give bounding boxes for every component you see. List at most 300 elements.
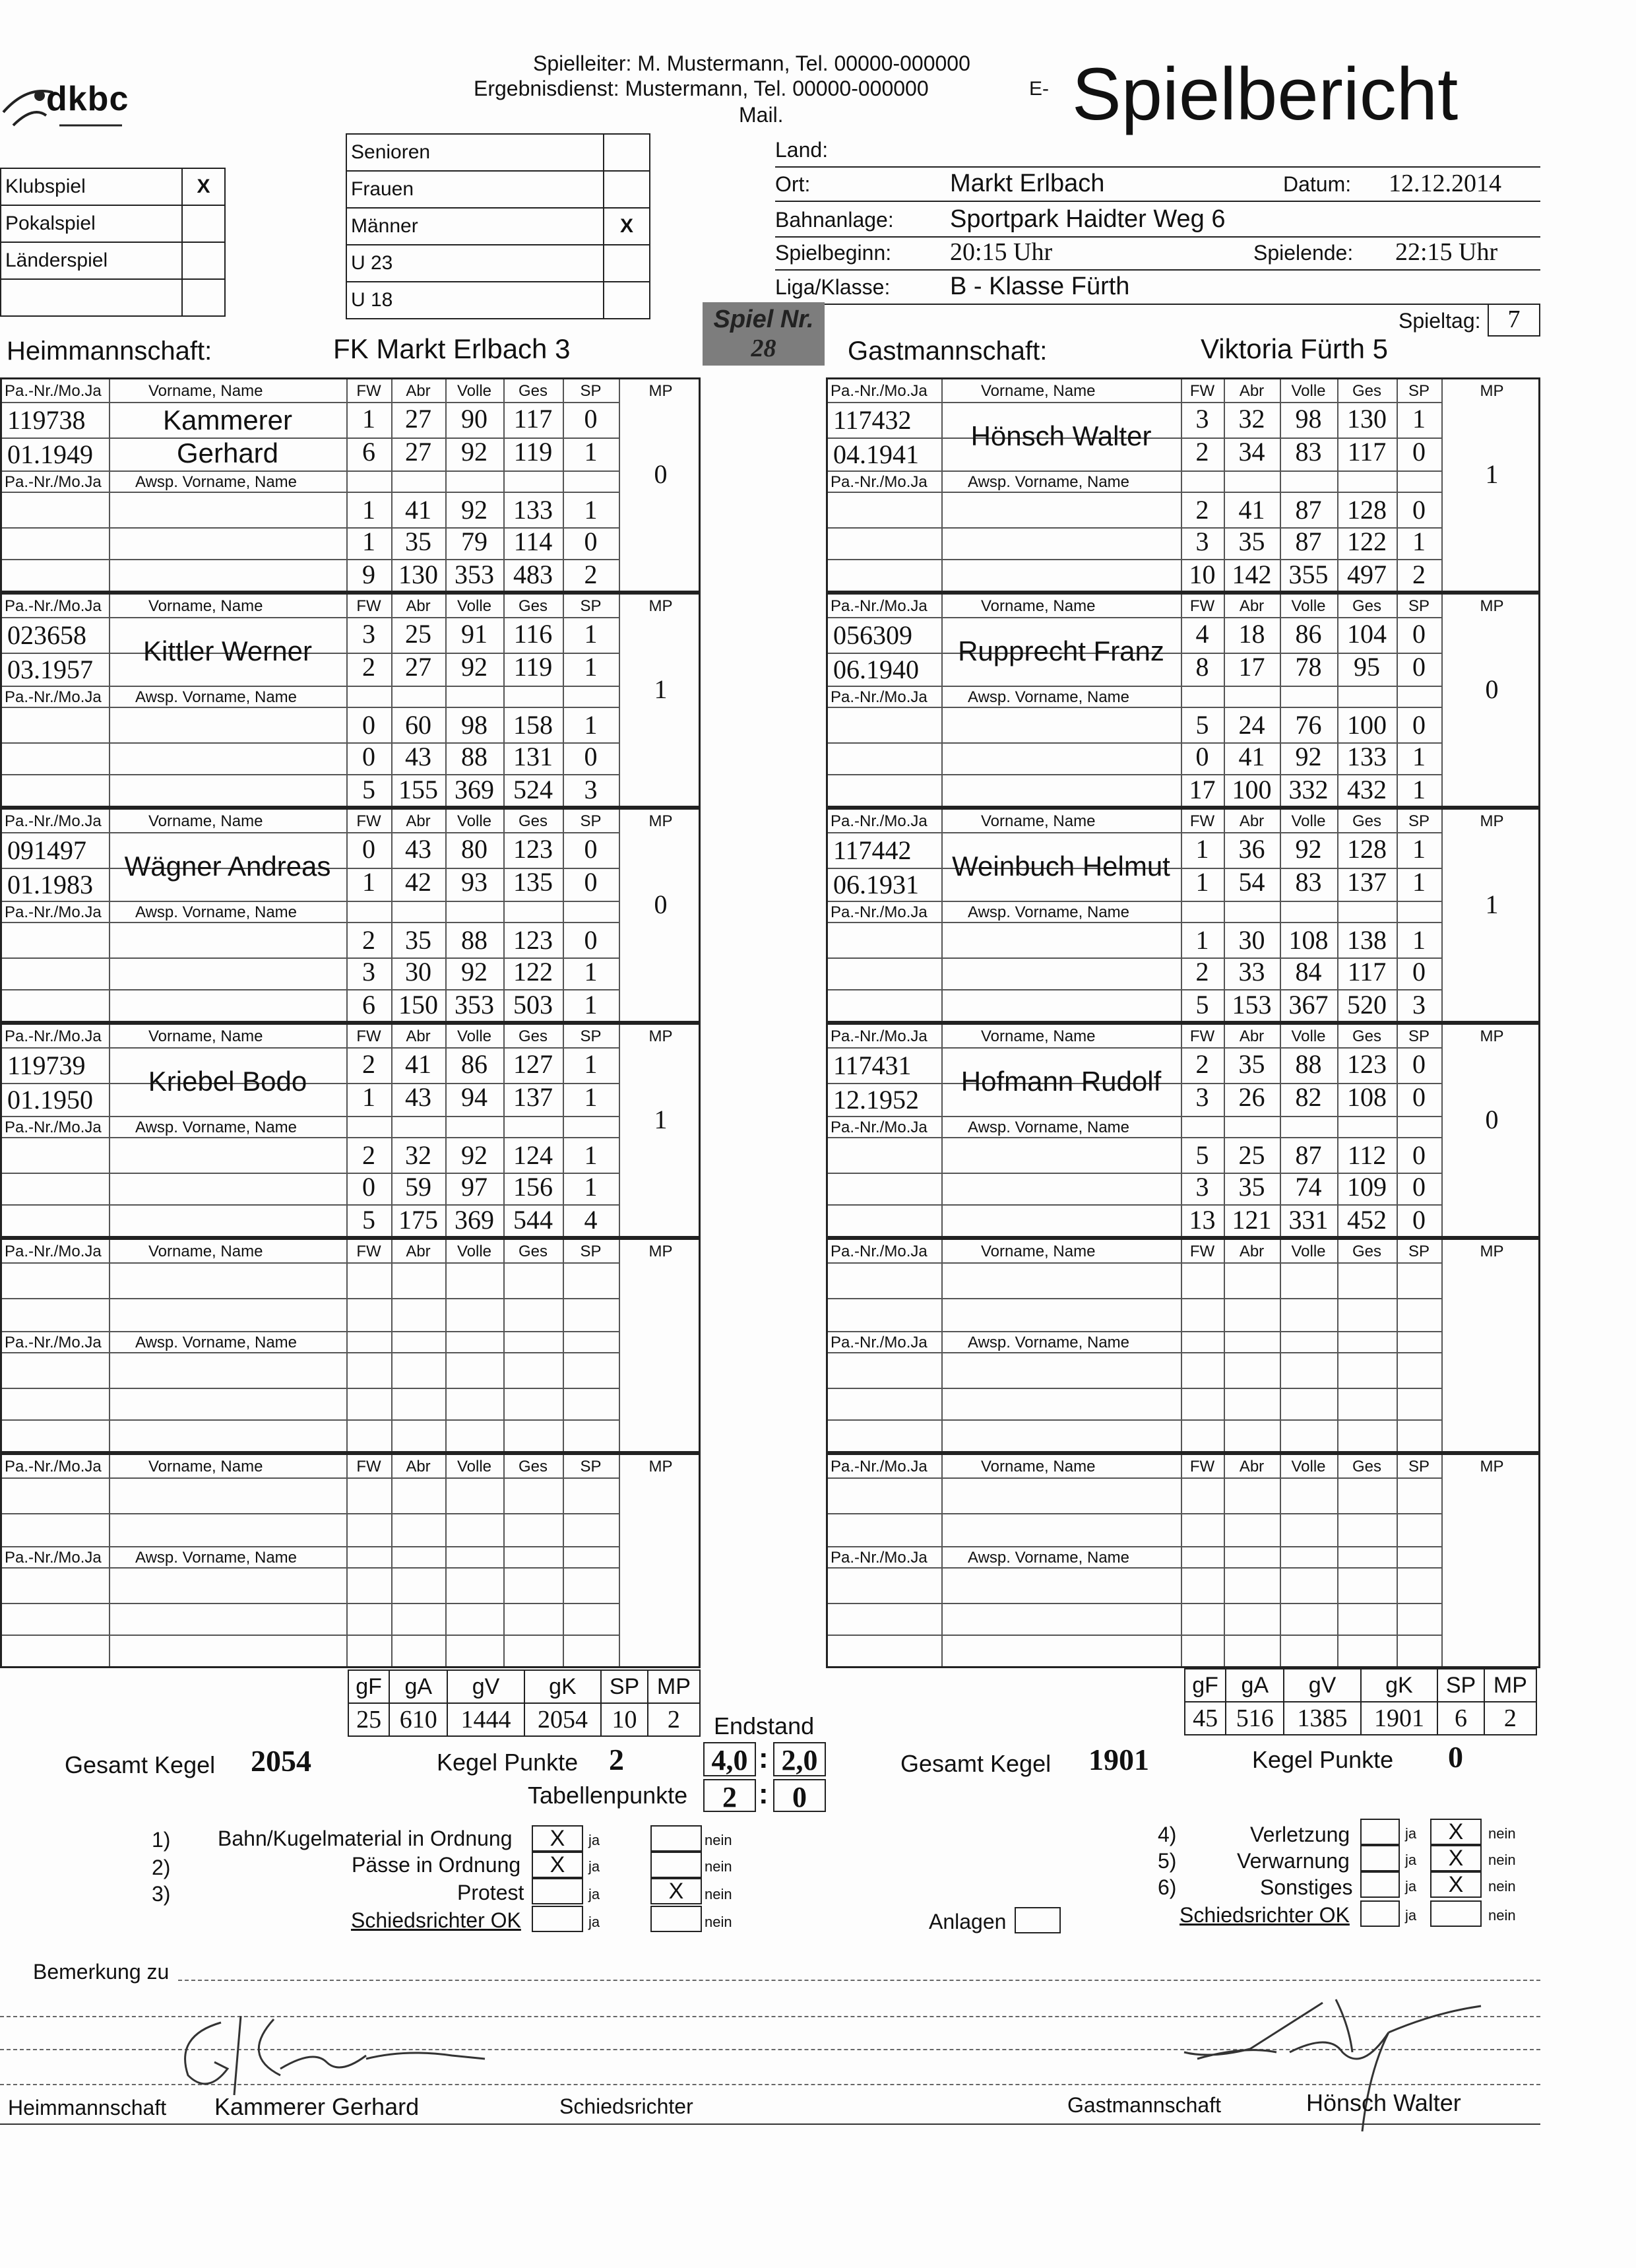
score-cell-volle: 87 — [1295, 495, 1322, 525]
awsp-header: Awsp. Vorname, Name — [968, 1118, 1130, 1136]
spieltag-label: Spieltag: — [1399, 309, 1481, 333]
score-cell-abr: 41 — [405, 495, 431, 525]
score-cell-sp: 1 — [584, 1172, 598, 1202]
player-birth-month: 06.1931 — [833, 870, 919, 899]
awsp-header: Awsp. Vorname, Name — [135, 473, 298, 491]
liga-value: B - Klasse Fürth — [950, 273, 1130, 300]
score-cell-abr: 43 — [405, 834, 431, 864]
grid-hline — [2, 1546, 619, 1547]
score-cell-sp: 1 — [584, 957, 598, 987]
player-block — [0, 593, 701, 808]
score-cell-volle: 86 — [461, 1049, 488, 1079]
player-name: Rupprecht Franz — [958, 635, 1164, 666]
pa-header: Pa.-Nr./Mo.Ja — [5, 1549, 102, 1567]
home-totals-table — [348, 1669, 701, 1737]
e-prefix: E- — [1029, 78, 1049, 100]
guest-gf: 45 — [1185, 1702, 1226, 1735]
home-gf: 25 — [348, 1703, 389, 1736]
total-cell-abr: 150 — [398, 990, 438, 1020]
grid-hline — [828, 922, 1441, 923]
total-cell-fw: 17 — [1189, 775, 1216, 804]
total-cell-sp: 2 — [584, 560, 598, 589]
player-name: Kriebel Bodo — [148, 1066, 307, 1097]
tab-guest: 0 — [773, 1779, 826, 1812]
grid-hline — [828, 1116, 1441, 1117]
sp-header: SP — [580, 597, 602, 615]
score-cell-volle: 80 — [461, 834, 488, 864]
score-cell-sp: 0 — [584, 404, 598, 434]
ja-label: ja — [588, 1886, 600, 1902]
total-cell-sp: 3 — [584, 775, 598, 804]
score-cell-volle: 108 — [1288, 925, 1329, 955]
grid-hline — [2, 1603, 619, 1604]
grid-vline — [1441, 1455, 1443, 1666]
score-cell-sp: 1 — [584, 495, 598, 525]
abr-header: Abr — [406, 1243, 431, 1260]
score-cell-volle: 90 — [461, 404, 488, 434]
guest-gk: 1901 — [1361, 1702, 1437, 1735]
pa-header: Pa.-Nr./Mo.Ja — [831, 1027, 928, 1045]
total-cell-volle: 369 — [455, 775, 494, 804]
player-block — [0, 377, 701, 593]
ges-header: Ges — [1352, 812, 1381, 830]
score-cell-volle: 98 — [1295, 404, 1322, 434]
total-cell-ges: 520 — [1347, 990, 1387, 1020]
ges-header: Ges — [1352, 597, 1381, 615]
grid-hline — [2, 901, 619, 902]
total-cell-abr: 100 — [1232, 775, 1272, 804]
score-cell-sp: 1 — [584, 710, 598, 740]
score-cell-fw: 2 — [362, 1140, 375, 1170]
fw-header: FW — [1189, 597, 1215, 615]
grid-hline — [2, 1298, 619, 1299]
score-cell-ges: 130 — [1347, 404, 1387, 434]
player-name: Hofmann Rudolf — [960, 1066, 1162, 1097]
player-mp: 0 — [654, 890, 668, 919]
total-cell-volle: 367 — [1288, 990, 1329, 1020]
name-header: Vorname, Name — [148, 382, 263, 400]
player-name: Kammerer — [162, 405, 293, 436]
guest-gesamt-label: Gesamt Kegel — [900, 1750, 1052, 1777]
guest-gesamt-value: 1901 — [1088, 1743, 1149, 1776]
score-cell-volle: 92 — [461, 1140, 488, 1170]
class-mark: X — [604, 208, 650, 245]
score-cell-ges: 123 — [513, 925, 553, 955]
score-cell-volle: 93 — [461, 867, 488, 897]
score-cell-abr: 17 — [1238, 652, 1265, 682]
check-ja-box[interactable] — [1360, 1845, 1400, 1871]
ja-label: ja — [588, 1858, 600, 1875]
nein-label: nein — [705, 1832, 732, 1848]
check-nein-box[interactable]: X — [1430, 1819, 1482, 1845]
total-cell-volle: 353 — [455, 990, 494, 1020]
score-cell-sp: 1 — [1412, 527, 1426, 556]
total-cell-ges: 524 — [513, 775, 553, 804]
volle-header: Volle — [456, 812, 492, 830]
player-name: Kittler Werner — [143, 635, 312, 666]
score-cell-volle: 92 — [1295, 834, 1322, 864]
check-label: Protest — [457, 1881, 524, 1904]
pa-header: Pa.-Nr./Mo.Ja — [831, 903, 928, 921]
total-cell-ges: 503 — [513, 990, 553, 1020]
grid-vline — [1441, 1240, 1443, 1451]
anlagen-box[interactable] — [1015, 1907, 1061, 1933]
score-cell-abr: 41 — [1238, 495, 1265, 525]
pa-header: Pa.-Nr./Mo.Ja — [5, 903, 102, 921]
mp-header: MP — [648, 1458, 673, 1475]
total-cell-fw: 10 — [1189, 560, 1216, 589]
player-pa-number: 119739 — [7, 1051, 86, 1080]
footer-rule — [0, 2123, 1540, 2125]
nein-label: nein — [1488, 1878, 1516, 1895]
score-cell-abr: 18 — [1238, 619, 1265, 649]
type-label: Klubspiel — [1, 168, 182, 205]
check-ja-box[interactable] — [532, 1878, 583, 1904]
land-label: Land: — [775, 138, 829, 162]
name-header: Vorname, Name — [148, 597, 263, 615]
score-cell-fw: 0 — [362, 834, 375, 864]
total-cell-abr: 175 — [398, 1205, 438, 1235]
mp-header: MP — [1480, 597, 1504, 615]
player-mp: 0 — [654, 459, 668, 489]
pa-header: Pa.-Nr./Mo.Ja — [831, 812, 928, 830]
total-cell-ges: 544 — [513, 1205, 553, 1235]
score-cell-volle: 88 — [461, 742, 488, 771]
fw-header: FW — [1189, 812, 1215, 830]
grid-hline — [2, 922, 619, 923]
ja-label: ja — [1405, 1878, 1417, 1895]
type-mark — [182, 205, 225, 242]
total-cell-ges: 497 — [1347, 560, 1387, 589]
mp-header: MP — [648, 812, 673, 830]
grid-hline — [828, 492, 1441, 493]
score-cell-volle: 79 — [461, 527, 488, 556]
grid-hline — [828, 1388, 1441, 1389]
grid-hline — [828, 686, 1441, 687]
score-cell-volle: 78 — [1295, 652, 1322, 682]
nein-label: nein — [705, 1914, 732, 1930]
pa-header: Pa.-Nr./Mo.Ja — [5, 1243, 102, 1260]
check-nein-box[interactable]: X — [1430, 1845, 1482, 1871]
total-cell-ges: 483 — [513, 560, 553, 589]
abr-header: Abr — [1239, 1243, 1265, 1260]
player-name: Hönsch Walter — [970, 420, 1152, 451]
fw-header: FW — [356, 1458, 381, 1475]
ort-value: Markt Erlbach — [950, 170, 1105, 197]
player-block — [0, 1453, 701, 1668]
score-cell-fw: 1 — [1195, 867, 1209, 897]
tab-colon: : — [759, 1778, 769, 1810]
check-ja-box[interactable] — [1360, 1900, 1400, 1927]
score-cell-volle: 91 — [461, 619, 488, 649]
mp-header: MP — [648, 382, 673, 400]
pa-header: Pa.-Nr./Mo.Ja — [5, 382, 102, 400]
class-label: Männer — [346, 208, 604, 245]
score-cell-volle: 92 — [461, 652, 488, 682]
player-pa-number: 023658 — [7, 620, 86, 650]
ges-header: Ges — [518, 1243, 548, 1260]
tot-head-gf: gF — [348, 1670, 389, 1703]
grid-hline — [2, 470, 619, 472]
tot-head-sp: SP — [601, 1670, 648, 1703]
score-cell-ges: 119 — [513, 437, 553, 467]
check-num: 1) — [152, 1828, 171, 1852]
grid-vline — [619, 1455, 620, 1666]
ges-header: Ges — [518, 812, 548, 830]
player-pa-number: 119738 — [7, 405, 86, 435]
pa-header: Pa.-Nr./Mo.Ja — [5, 1458, 102, 1475]
total-cell-sp: 0 — [1412, 1205, 1426, 1235]
pa-header: Pa.-Nr./Mo.Ja — [831, 1334, 928, 1351]
fw-header: FW — [356, 597, 381, 615]
score-cell-sp: 0 — [1412, 957, 1426, 987]
score-cell-fw: 0 — [362, 710, 375, 740]
player-birth-month: 06.1940 — [833, 655, 919, 684]
score-cell-volle: 83 — [1295, 867, 1322, 897]
bahn-value: Sportpark Haidter Weg 6 — [950, 205, 1226, 233]
total-cell-fw: 5 — [1195, 990, 1209, 1020]
grid-hline — [2, 1262, 619, 1264]
spieltag-value: 7 — [1488, 304, 1540, 337]
score-cell-ges: 123 — [1347, 1049, 1387, 1079]
total-cell-fw: 6 — [362, 990, 375, 1020]
score-cell-abr: 36 — [1238, 834, 1265, 864]
check-label: Pässe in Ordnung — [352, 1853, 521, 1877]
pa-header: Pa.-Nr./Mo.Ja — [831, 1118, 928, 1136]
pa-header: Pa.-Nr./Mo.Ja — [831, 1243, 928, 1260]
ja-label: ja — [588, 1914, 600, 1930]
score-cell-volle: 74 — [1295, 1172, 1322, 1202]
score-cell-fw: 3 — [1195, 404, 1209, 434]
mp-header: MP — [648, 1243, 673, 1260]
mp-header: MP — [648, 1027, 673, 1045]
score-cell-volle: 92 — [461, 957, 488, 987]
score-cell-abr: 24 — [1238, 710, 1265, 740]
total-cell-abr: 142 — [1232, 560, 1272, 589]
pa-header: Pa.-Nr./Mo.Ja — [831, 597, 928, 615]
player-pa-number: 091497 — [7, 835, 86, 865]
mp-header: MP — [1480, 812, 1504, 830]
score-cell-volle: 82 — [1295, 1082, 1322, 1112]
guest-team-label: Gastmannschaft: — [848, 337, 1048, 366]
player-name: Gerhard — [176, 437, 279, 469]
fw-header: FW — [356, 1243, 381, 1260]
score-cell-sp: 0 — [584, 925, 598, 955]
guest-totals-table — [1184, 1668, 1537, 1735]
tot-head-ga: gA — [389, 1670, 447, 1703]
score-cell-sp: 1 — [1412, 834, 1426, 864]
home-sp: 10 — [601, 1703, 648, 1736]
endstand-guest: 2,0 — [773, 1742, 826, 1776]
check-label: Bahn/Kugelmaterial in Ordnung — [218, 1827, 513, 1850]
ja-label: ja — [588, 1832, 600, 1848]
grid-hline — [2, 492, 619, 493]
pa-header: Pa.-Nr./Mo.Ja — [831, 1458, 928, 1475]
grid-hline — [828, 1513, 1441, 1514]
grid-hline — [828, 901, 1441, 902]
volle-header: Volle — [1291, 1027, 1326, 1045]
score-cell-ges: 156 — [513, 1172, 553, 1202]
pa-header: Pa.-Nr./Mo.Ja — [831, 688, 928, 706]
check-num: 4) — [1158, 1823, 1177, 1846]
total-cell-fw: 9 — [362, 560, 375, 589]
score-cell-ges: 114 — [513, 527, 553, 556]
guest-signature — [1171, 1986, 1514, 2145]
pa-header: Pa.-Nr./Mo.Ja — [5, 597, 102, 615]
player-name: Wägner Andreas — [124, 851, 331, 882]
player-block — [826, 593, 1540, 808]
volle-header: Volle — [456, 1027, 492, 1045]
ges-header: Ges — [1352, 1458, 1381, 1475]
score-cell-ges: 117 — [1347, 437, 1387, 467]
abr-header: Abr — [1239, 1027, 1265, 1045]
grid-hline — [2, 1513, 619, 1514]
ges-header: Ges — [518, 597, 548, 615]
name-header: Vorname, Name — [981, 1243, 1096, 1260]
score-cell-volle: 92 — [1295, 742, 1322, 771]
score-cell-abr: 43 — [405, 742, 431, 771]
score-cell-abr: 32 — [405, 1140, 431, 1170]
check-ja-box[interactable]: X — [532, 1852, 583, 1878]
check-nein-box[interactable] — [650, 1852, 702, 1878]
total-cell-volle: 331 — [1288, 1205, 1329, 1235]
volle-header: Volle — [456, 1458, 492, 1475]
score-cell-volle: 94 — [461, 1082, 488, 1112]
fw-header: FW — [1189, 1243, 1215, 1260]
score-cell-abr: 26 — [1238, 1082, 1265, 1112]
score-cell-fw: 2 — [1195, 957, 1209, 987]
score-cell-abr: 41 — [405, 1049, 431, 1079]
score-cell-ges: 108 — [1347, 1082, 1387, 1112]
mp-header: MP — [1480, 1027, 1504, 1045]
player-name: Weinbuch Helmut — [952, 851, 1170, 882]
score-cell-ges: 137 — [513, 1082, 553, 1112]
score-cell-fw: 0 — [362, 1172, 375, 1202]
grid-hline — [2, 1635, 619, 1636]
score-cell-sp: 1 — [584, 1049, 598, 1079]
spielnr-value: 28 — [751, 335, 776, 362]
check-nein-box[interactable]: X — [650, 1878, 702, 1904]
score-cell-ges: 117 — [513, 404, 553, 434]
heim-sign-name: Kammerer Gerhard — [214, 2093, 420, 2120]
abr-header: Abr — [406, 812, 431, 830]
abr-header: Abr — [406, 1458, 431, 1475]
check-nein-box[interactable] — [650, 1906, 702, 1932]
nein-label: nein — [1488, 1852, 1516, 1868]
score-cell-volle: 86 — [1295, 619, 1322, 649]
nein-label: nein — [705, 1858, 732, 1875]
class-label: Frauen — [346, 171, 604, 208]
ja-label: ja — [1405, 1852, 1417, 1868]
score-cell-sp: 0 — [584, 527, 598, 556]
sp-header: SP — [1408, 812, 1430, 830]
fw-header: FW — [356, 812, 381, 830]
score-cell-fw: 1 — [362, 1082, 375, 1112]
check-nein-box[interactable] — [1430, 1900, 1482, 1927]
check-ja-box[interactable]: X — [532, 1825, 583, 1852]
score-cell-fw: 1 — [362, 867, 375, 897]
score-cell-fw: 5 — [1195, 710, 1209, 740]
player-mp: 1 — [1485, 459, 1499, 489]
check-ja-box[interactable] — [532, 1906, 583, 1932]
total-cell-fw: 13 — [1189, 1205, 1216, 1235]
score-cell-fw: 2 — [1195, 1049, 1209, 1079]
score-cell-abr: 25 — [1238, 1140, 1265, 1170]
sp-header: SP — [1408, 597, 1430, 615]
score-cell-sp: 1 — [584, 652, 598, 682]
total-cell-abr: 153 — [1232, 990, 1272, 1020]
grid-hline — [828, 1477, 1441, 1479]
score-cell-ges: 137 — [1347, 867, 1387, 897]
player-block — [826, 377, 1540, 593]
score-cell-sp: 1 — [584, 619, 598, 649]
grid-hline — [828, 1567, 1441, 1569]
score-cell-volle: 84 — [1295, 957, 1322, 987]
class-mark — [604, 171, 650, 208]
awsp-header: Awsp. Vorname, Name — [968, 473, 1130, 491]
grid-hline — [828, 1419, 1441, 1421]
total-cell-ges: 432 — [1347, 775, 1387, 804]
home-mp: 2 — [648, 1703, 700, 1736]
score-cell-abr: 42 — [405, 867, 431, 897]
class-table — [346, 133, 650, 319]
score-cell-sp: 1 — [1412, 742, 1426, 771]
total-cell-sp: 3 — [1412, 990, 1426, 1020]
score-cell-volle: 76 — [1295, 710, 1322, 740]
check-num: 5) — [1158, 1849, 1177, 1873]
score-cell-abr: 35 — [1238, 1049, 1265, 1079]
score-cell-fw: 3 — [1195, 1082, 1209, 1112]
fw-header: FW — [356, 1027, 381, 1045]
awsp-header: Awsp. Vorname, Name — [968, 1334, 1130, 1351]
grid-hline — [2, 1388, 619, 1389]
score-cell-fw: 6 — [362, 437, 375, 467]
check-nein-box[interactable] — [650, 1825, 702, 1852]
grid-hline — [828, 470, 1441, 472]
score-cell-ges: 116 — [513, 619, 553, 649]
check-ja-box[interactable] — [1360, 1819, 1400, 1845]
gast-sign-label: Gastmannschaft — [1067, 2093, 1221, 2117]
score-cell-ges: 104 — [1347, 619, 1387, 649]
score-cell-sp: 1 — [1412, 404, 1426, 434]
heim-sign-label: Heimmannschaft — [8, 2096, 167, 2120]
score-cell-fw: 3 — [362, 619, 375, 649]
abr-header: Abr — [406, 382, 431, 400]
awsp-header: Awsp. Vorname, Name — [968, 688, 1130, 706]
home-team-name: FK Markt Erlbach 3 — [333, 333, 571, 364]
home-ga: 610 — [389, 1703, 447, 1736]
score-cell-sp: 0 — [584, 834, 598, 864]
grid-hline — [828, 1603, 1441, 1604]
home-gv: 1444 — [447, 1703, 524, 1736]
sp-header: SP — [580, 812, 602, 830]
check-label: Schiedsrichter OK — [1180, 1903, 1350, 1927]
grid-hline — [2, 1352, 619, 1353]
check-ja-box[interactable] — [1360, 1871, 1400, 1898]
awsp-header: Awsp. Vorname, Name — [135, 1549, 298, 1567]
score-cell-ges: 131 — [513, 742, 553, 771]
abr-header: Abr — [406, 597, 431, 615]
name-header: Vorname, Name — [148, 812, 263, 830]
player-block — [826, 808, 1540, 1023]
awsp-header: Awsp. Vorname, Name — [135, 903, 298, 921]
tot-head-gk: gK — [524, 1670, 601, 1703]
score-cell-ges: 109 — [1347, 1172, 1387, 1202]
sp-header: SP — [1408, 1458, 1430, 1475]
pa-header: Pa.-Nr./Mo.Ja — [5, 473, 102, 491]
grid-vline — [619, 1240, 620, 1451]
check-nein-box[interactable]: X — [1430, 1871, 1482, 1898]
